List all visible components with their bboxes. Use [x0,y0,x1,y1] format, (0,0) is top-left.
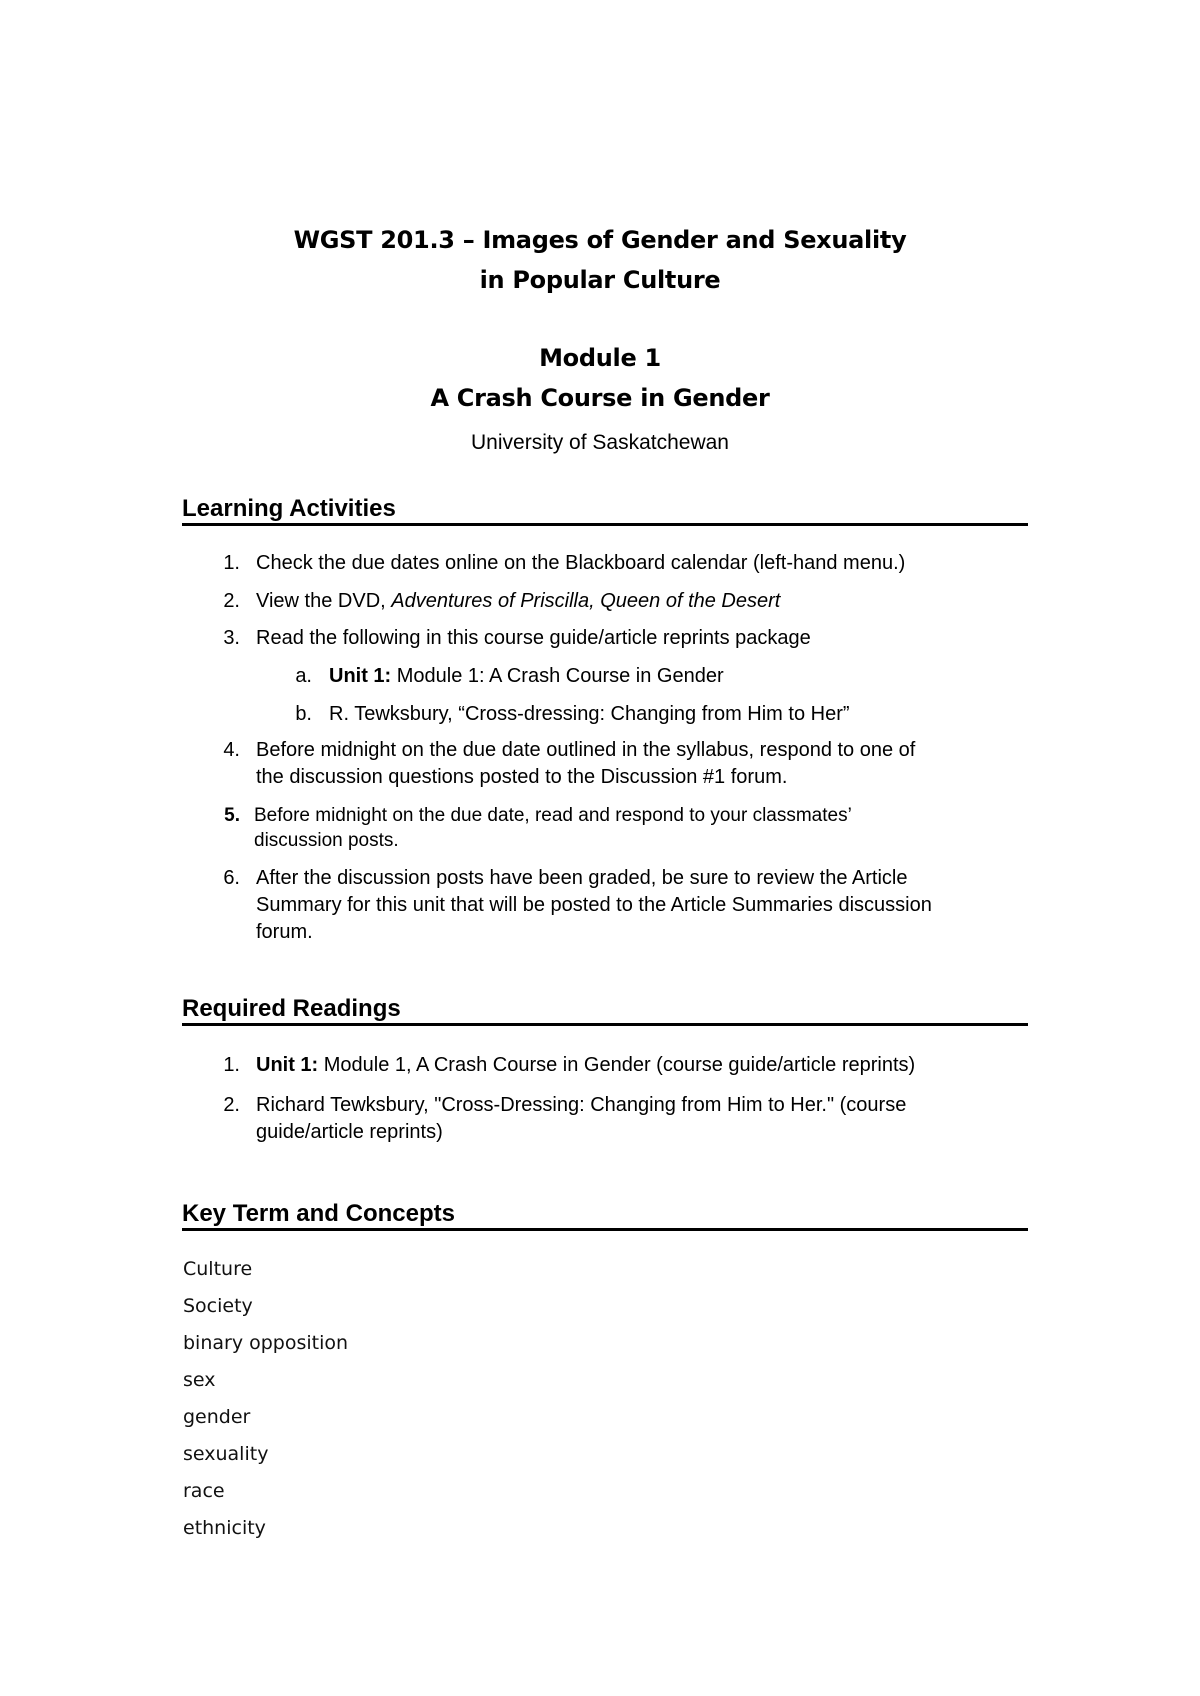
institution-name: University of Saskatchewan [471,431,729,454]
list-text: View the DVD, [256,590,392,612]
list-text-line: the discussion questions posted to the Discussion #1 forum. [256,766,788,788]
course-title-line2: in Popular Culture [479,266,721,294]
key-term: sex [183,1369,216,1391]
list-text: R. Tewksbury, “Cross-dressing: Changing from Him to Her” [329,703,850,725]
list-text-line: guide/article reprints) [256,1121,443,1143]
list-number: 5. [224,805,240,826]
module-number: Module 1 [539,344,661,372]
dvd-title: Adventures of Priscilla, Queen of the Desert [391,590,781,612]
list-number: 1. [223,1054,240,1076]
list-text: Check the due dates online on the Blackboard calendar (left-hand menu.) [256,552,906,574]
key-term: Culture [183,1258,253,1280]
list-number: 1. [223,552,240,574]
list-text-line: Richard Tewksbury, "Cross-Dressing: Changing from Him to Her." (course [256,1094,907,1116]
unit-label: Unit 1: [256,1054,319,1076]
list-text-line: Summary for this unit that will be posted to the Article Summaries discussion [256,894,932,916]
course-title-line1: WGST 201.3 – Images of Gender and Sexuality [293,226,907,254]
list-text: Module 1, A Crash Course in Gender (course guide/article reprints) [318,1054,916,1076]
required-readings-heading: Required Readings [182,995,1028,1026]
list-text-line: Before midnight on the due date, read and respond to your classmates’ [254,805,852,826]
key-term: Society [183,1295,253,1317]
list-text-line: Before midnight on the due date outlined in the syllabus, respond to one of [256,739,916,761]
list-text: Module 1: A Crash Course in Gender [391,665,724,687]
list-number: 2. [223,590,240,612]
list-text-line: discussion posts. [254,830,399,851]
key-term: gender [183,1406,251,1428]
list-number: 3. [223,627,240,649]
list-letter: a. [295,665,312,687]
list-text-line: After the discussion posts have been graded, be sure to review the Article [256,867,908,889]
list-number: 6. [223,867,240,889]
unit-label: Unit 1: [329,665,392,687]
learning-activities-heading: Learning Activities [182,495,1028,526]
list-letter: b. [295,703,312,725]
list-text-line: forum. [256,921,313,943]
key-term: binary opposition [183,1332,349,1354]
list-text: Read the following in this course guide/article reprints package [256,627,811,649]
module-title: A Crash Course in Gender [430,384,770,412]
key-term: ethnicity [183,1517,266,1539]
key-term: race [183,1480,225,1502]
list-number: 2. [223,1094,240,1116]
list-number: 4. [223,739,240,761]
key-terms-heading: Key Term and Concepts [182,1200,1028,1231]
key-term: sexuality [183,1443,269,1465]
